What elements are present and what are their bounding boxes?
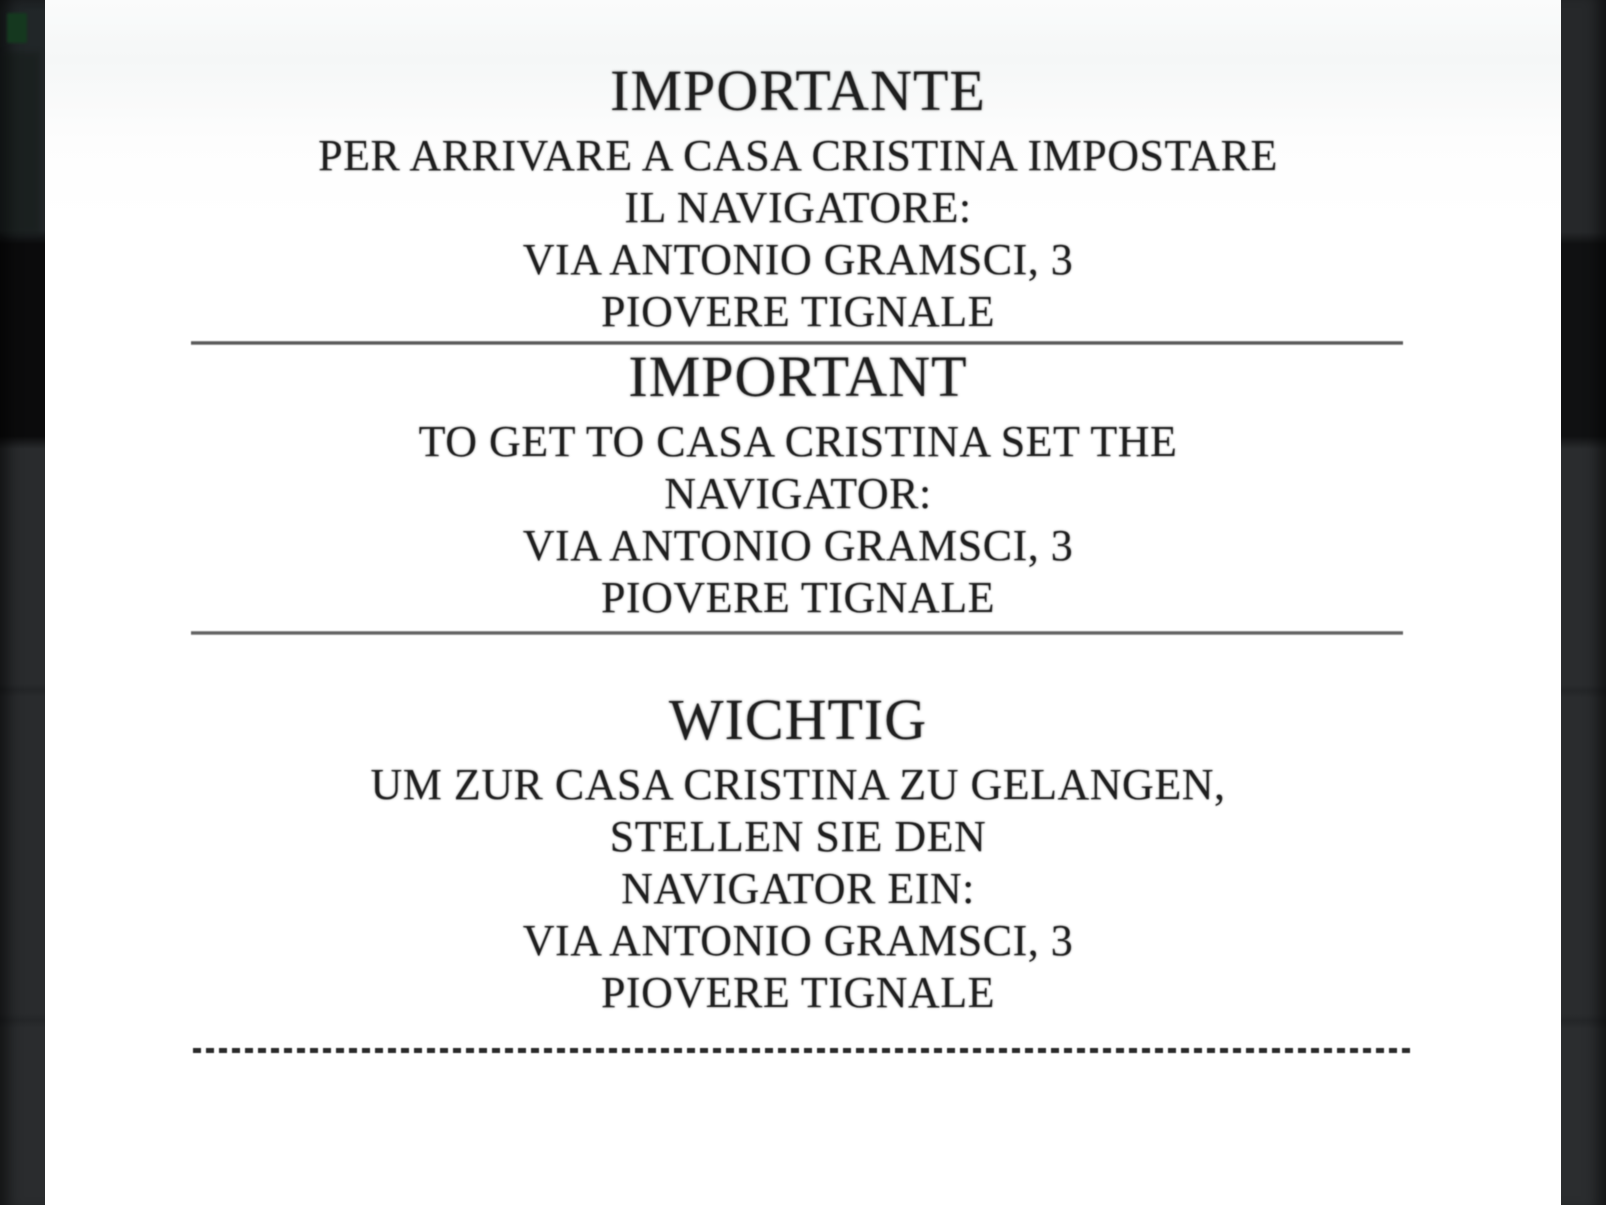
notice-title-german: WICHTIG xyxy=(668,687,928,752)
left-filmstrip-bar xyxy=(0,0,45,1205)
notice-line: STELLEN SIE DEN xyxy=(609,812,987,861)
notice-title-italian: IMPORTANTE xyxy=(610,58,986,123)
notice-line: IL NAVIGATORE: xyxy=(624,183,972,232)
notice-line: PIOVERE TIGNALE xyxy=(600,287,996,336)
notice-section-english xyxy=(190,338,1406,624)
filmstrip-shadow-patch xyxy=(4,52,40,234)
document-page xyxy=(45,0,1561,1205)
green-marker xyxy=(7,13,27,43)
section-separator xyxy=(191,631,1403,635)
notice-line: UM ZUR CASA CRISTINA ZU GELANGEN, xyxy=(370,760,1226,809)
notice-title-english: IMPORTANT xyxy=(628,344,968,409)
notice-line: NAVIGATOR EIN: xyxy=(621,864,975,913)
notice-line: VIA ANTONIO GRAMSCI, 3 xyxy=(522,235,1074,284)
dashed-divider xyxy=(193,1048,1411,1053)
notice-line: PER ARRIVARE A CASA CRISTINA IMPOSTARE xyxy=(318,131,1278,180)
notice-line: NAVIGATOR: xyxy=(664,469,932,518)
notice-line: VIA ANTONIO GRAMSCI, 3 xyxy=(522,521,1074,570)
notice-line: TO GET TO CASA CRISTINA SET THE xyxy=(418,417,1178,466)
notice-line: VIA ANTONIO GRAMSCI, 3 xyxy=(522,916,1074,965)
right-filmstrip-bar xyxy=(1561,0,1606,1205)
notice-line: PIOVERE TIGNALE xyxy=(600,573,996,622)
notice-line: PIOVERE TIGNALE xyxy=(600,968,996,1017)
notice-section-italian xyxy=(190,52,1406,338)
notice-section-german xyxy=(190,681,1406,1019)
